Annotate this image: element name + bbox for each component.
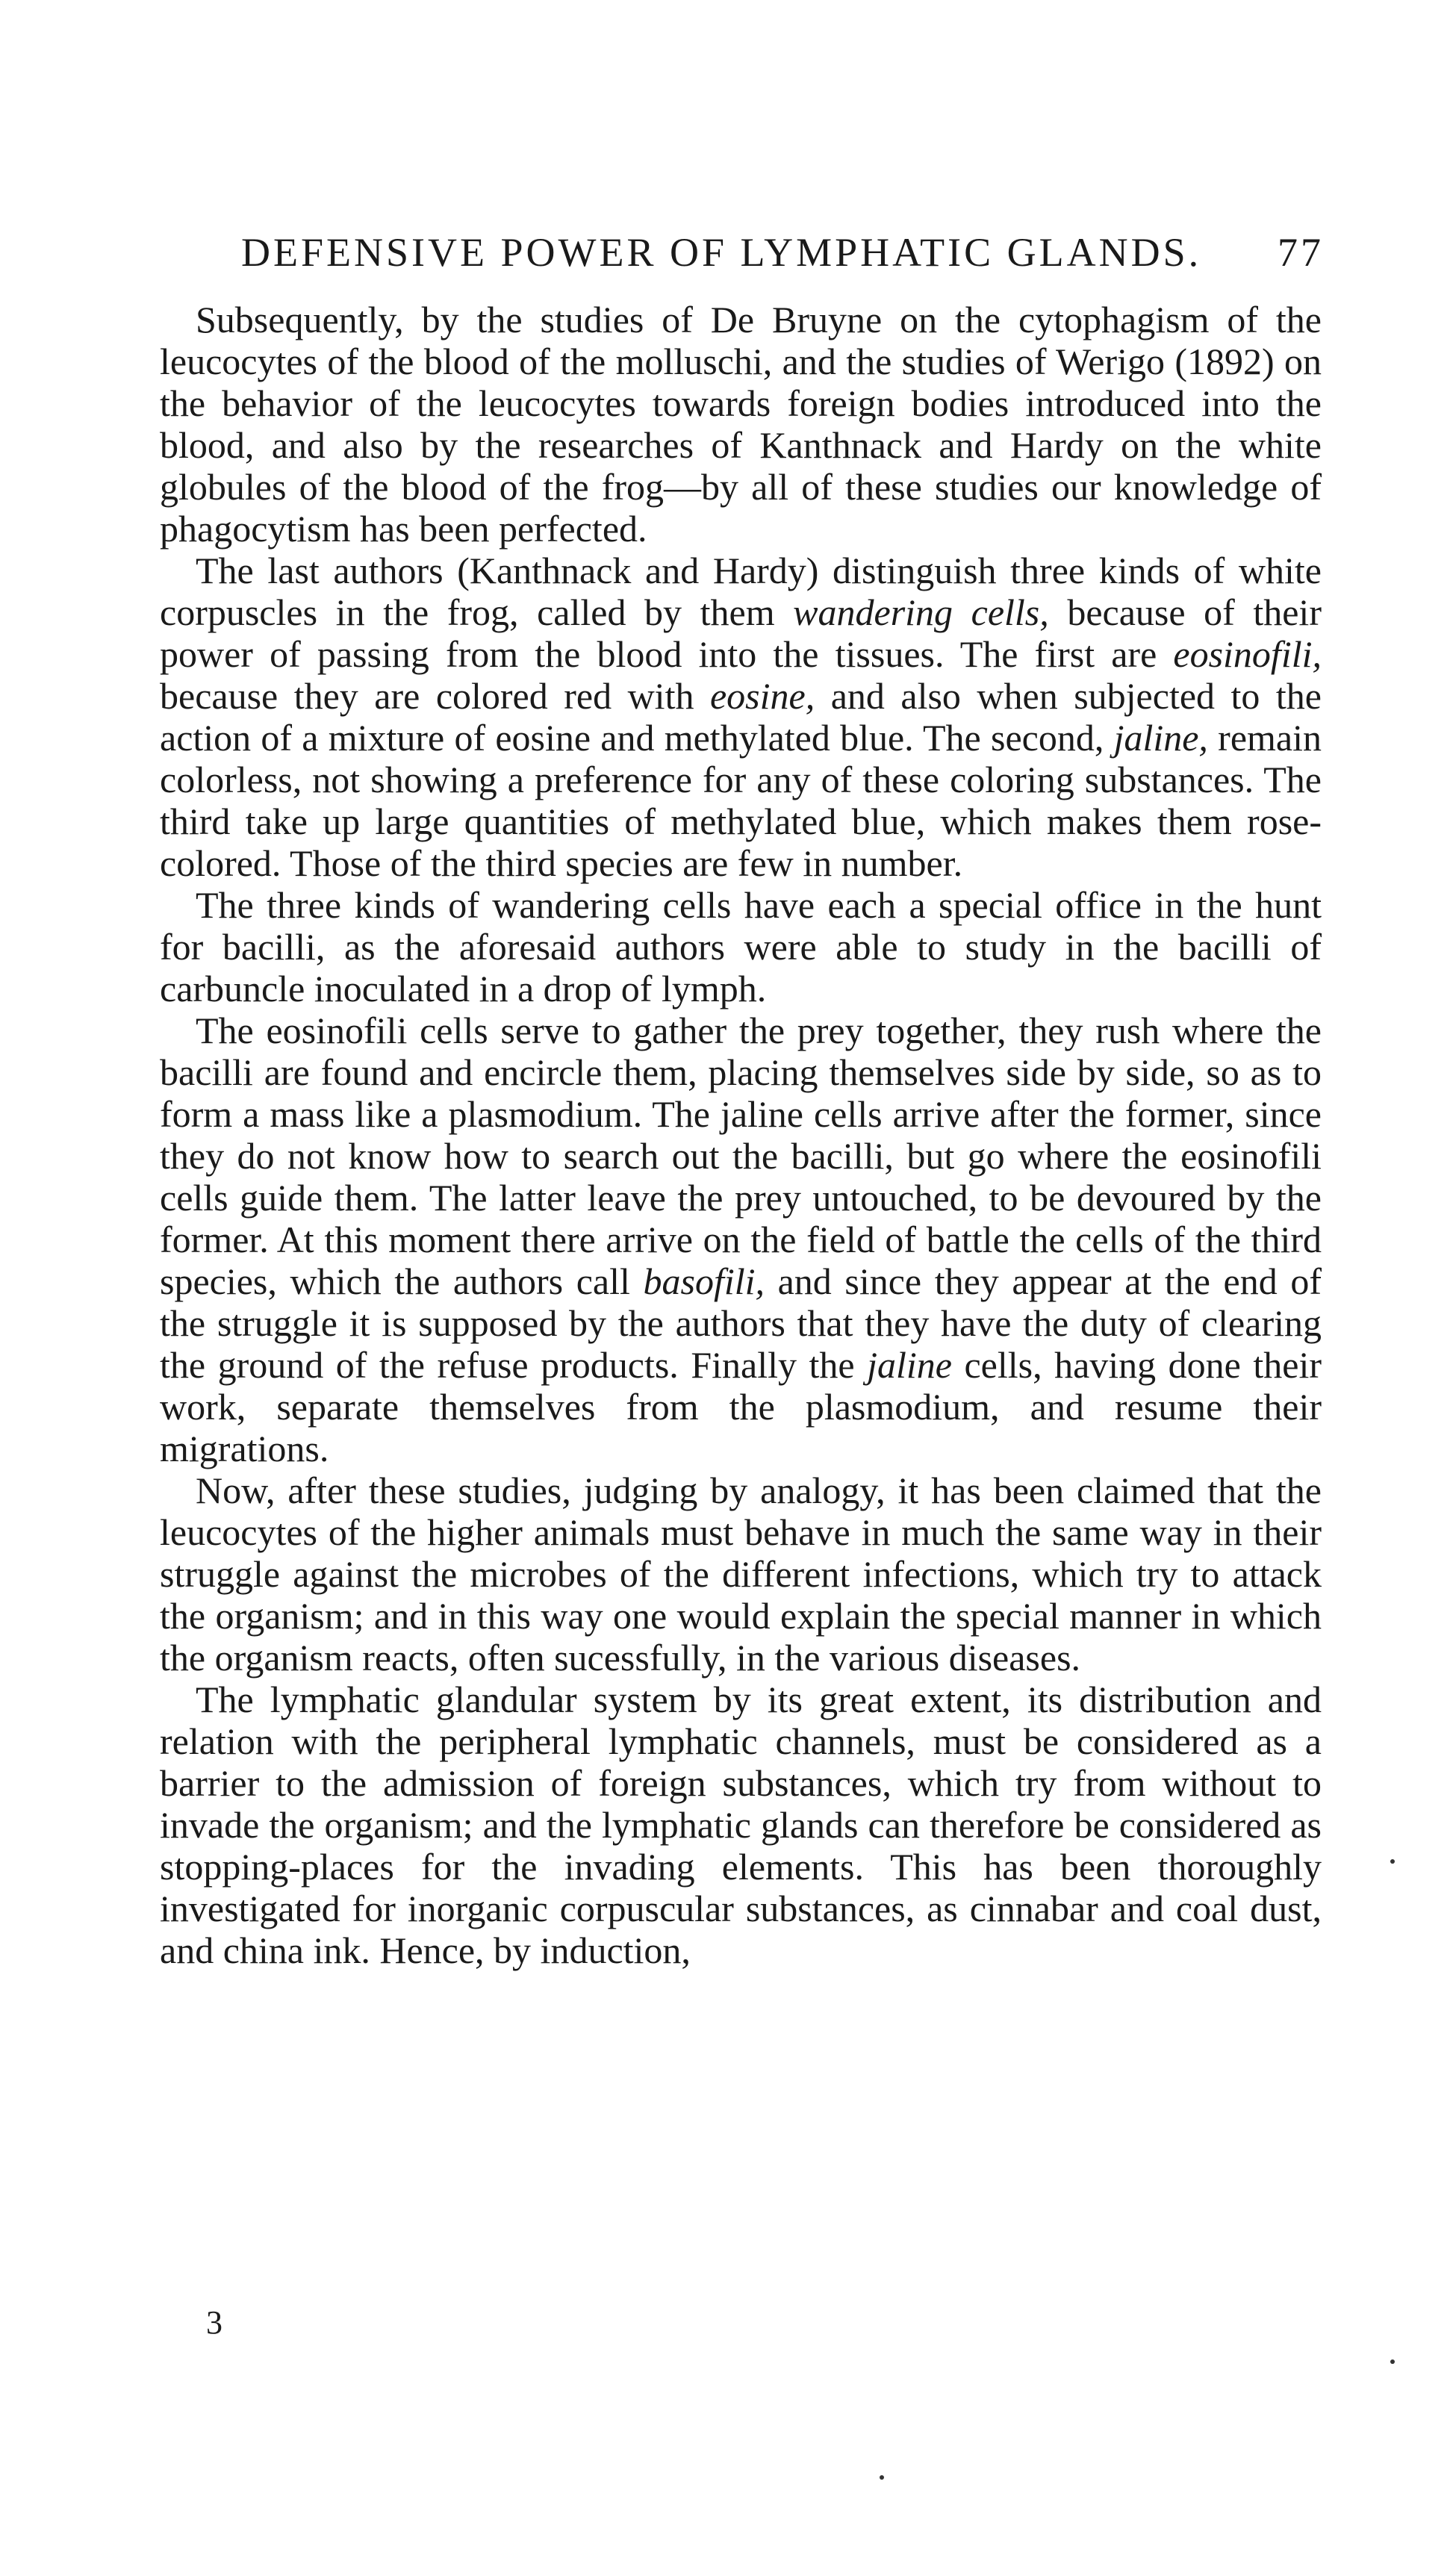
italic-term: jaline,: [1113, 717, 1208, 759]
italic-term: jaline: [867, 1344, 952, 1386]
paragraph-2: The last authors (Kanthnack and Hardy) distinguish three kinds of white corpuscles in the frog, called by them wandering cells, because of their power of passing from the blood into the tissues. The first are eosinofili, because they are colored red with eosine, and also when subjected to the action of a mixture of eosine and methylated blue. The second, jaline, remain colorless, not showing a preference for any of these coloring substances. The third take up large quantities of methylated blue, which makes them rose-colored. Those of the third species are few in number.: [160, 550, 1322, 884]
italic-term: basofili,: [643, 1260, 765, 1302]
body-text: [160, 299, 1322, 1971]
paragraph-6: The lymphatic glandular system by its great extent, its distribution and relation with the peripheral lymphatic channels, must be considered as a barrier to the admission of foreign substances, which try from without to invade the organism; and the lymphatic glands can therefore be considered as stopping-places for the invading elements. This has been thoroughly investigated for inorganic corpuscular substances, as cinnabar and coal dust, and china ink. Hence, by induction,: [160, 1679, 1322, 1971]
italic-term: eosinofili,: [1173, 633, 1322, 675]
page-header: [241, 223, 1324, 282]
signature-mark: 3: [206, 2304, 223, 2341]
paragraph-5: Now, after these studies, judging by analogy, it has been claimed that the leucocytes of the higher animals must behave in much the same way in their struggle against the microbes of the different infections, which try to attack the organism; and in this way one would explain the special manner in which the organism reacts, often sucessfully, in the various diseases.: [160, 1469, 1322, 1679]
print-speck: [1390, 2359, 1395, 2364]
paragraph-3: The three kinds of wandering cells have each a special office in the hunt for bacilli, as the aforesaid authors were able to study in the bacilli of carbuncle inoculated in a drop of lymph.: [160, 884, 1322, 1009]
page-number: 77: [1278, 230, 1324, 275]
print-speck: [1390, 1859, 1395, 1864]
paragraph-1: Subsequently, by the studies of De Bruyne on the cytophagism of the leucocytes of the blood of the molluschi, and the studies of Werigo (1892) on the behavior of the leucocytes towards foreign bodies introduced into the blood, and also by the researches of Kanthnack and Hardy on the white globules of the blood of the frog—by all of these studies our knowledge of phagocytism has been perfected.: [160, 299, 1322, 550]
print-speck: [880, 2475, 884, 2480]
paragraph-4: The eosinofili cells serve to gather the prey together, they rush where the bacilli are found and encircle them, placing themselves side by side, so as to form a mass like a plasmodium. The jaline cells arrive after the former, since they do not know how to search out the bacilli, but go where the eosinofili cells guide them. The latter leave the prey untouched, to be devoured by the former. At this moment there arrive on the field of battle the cells of the third species, which the authors call basofili, and since they appear at the end of the struggle it is supposed by the authors that they have the duty of clearing the ground of the refuse products. Finally the jaline cells, having done their work, separate themselves from the plasmodium, and resume their migrations.: [160, 1009, 1322, 1469]
running-title: DEFENSIVE POWER OF LYMPHATIC GLANDS.: [241, 230, 1202, 275]
italic-term: eosine,: [709, 675, 815, 717]
italic-term: wandering cells,: [793, 591, 1049, 633]
